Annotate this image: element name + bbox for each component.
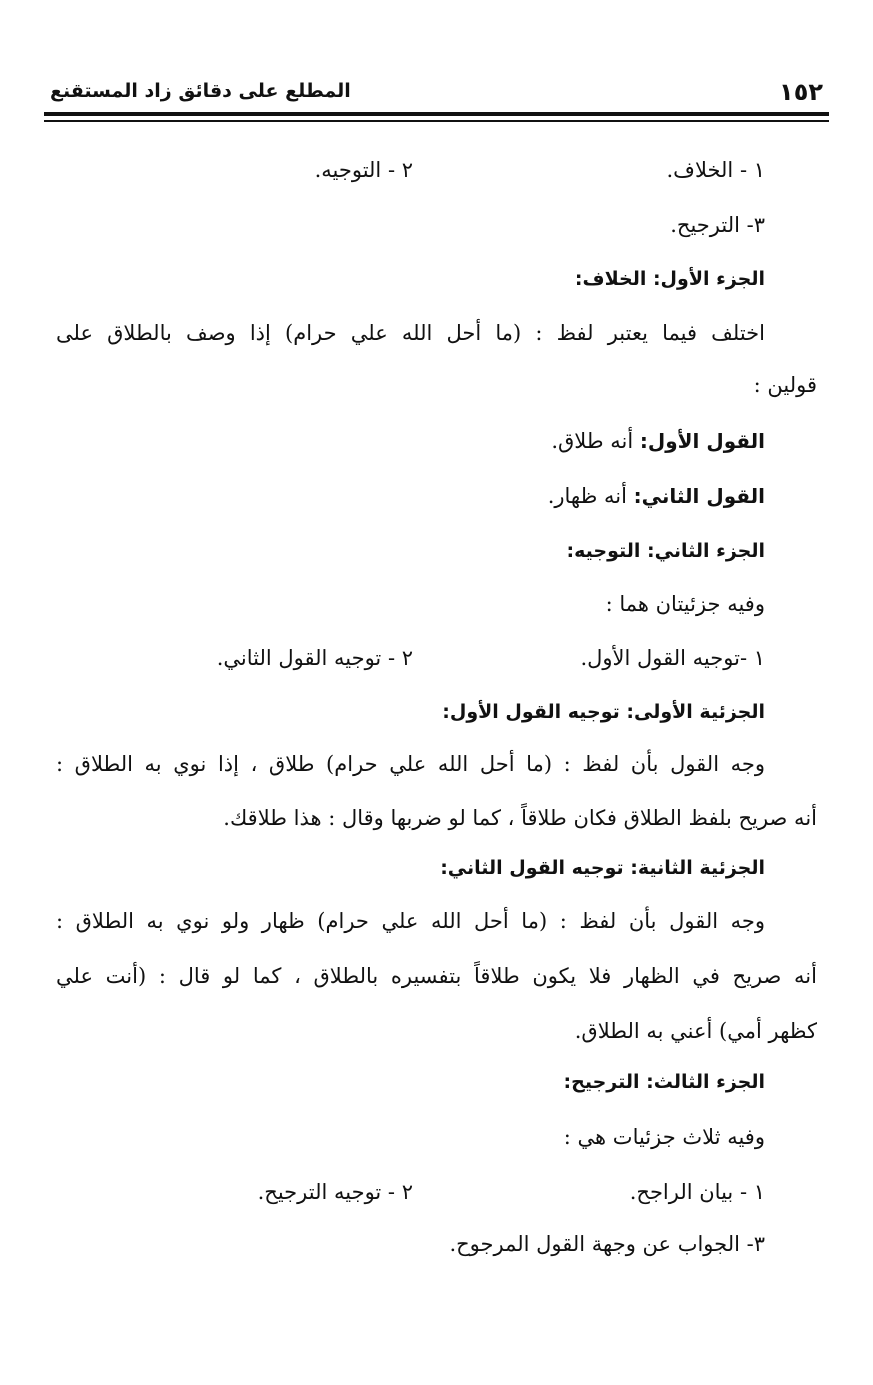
opinion1-text: أنه طلاق. [551, 429, 640, 453]
sub2-heading: الجزئية الثانية: توجيه القول الثاني: [440, 857, 765, 879]
list2-item1: ١ -توجيه القول الأول. [580, 646, 765, 670]
opinion2-label: القول الثاني: [633, 484, 765, 508]
part1-heading: الجزء الأول: الخلاف: [574, 268, 765, 290]
para1-line1: اختلف فيما يعتبر لفظ : (ما أحل الله علي حرام) إذا وصف بالطلاق على [56, 321, 765, 345]
part3-intro: وفيه ثلاث جزئيات هي : [563, 1125, 765, 1149]
running-title: المطلع على دقائق زاد المستقنع [50, 80, 351, 102]
sub1-line1: وجه القول بأن لفظ : (ما أحل الله علي حرام) طلاق ، إذا نوي به الطلاق : [56, 752, 765, 776]
sub1-heading: الجزئية الأولى: توجيه القول الأول: [442, 701, 765, 723]
list1-item1: ١ - الخلاف. [666, 158, 765, 182]
list1-item3: ٣- الترجيح. [670, 213, 765, 237]
header-rule-thick [44, 112, 829, 116]
part3-heading: الجزء الثالث: الترجيح: [563, 1071, 765, 1093]
list3-item3: ٣- الجواب عن وجهة القول المرجوح. [449, 1232, 765, 1256]
sub2-line3: كظهر أمي) أعني به الطلاق. [574, 1019, 817, 1043]
list3-item2: ٢ - توجيه الترجيح. [257, 1180, 413, 1204]
page-number: ١٥٢ [779, 78, 823, 106]
header-rule-thin [44, 120, 829, 122]
list2-item2: ٢ - توجيه القول الثاني. [216, 646, 413, 670]
opinion2 [56, 481, 765, 511]
part2-heading: الجزء الثاني: التوجيه: [566, 540, 765, 562]
para1-line2: قولين : [753, 373, 817, 397]
part2-intro: وفيه جزئيتان هما : [605, 592, 765, 616]
page-header [44, 72, 829, 112]
sub2-line2: أنه صريح في الظهار فلا يكون طلاقاً بتفسيره بالطلاق ، كما لو قال : (أنت علي [56, 964, 817, 988]
opinion1-label: القول الأول: [639, 429, 765, 453]
opinion1 [56, 426, 765, 456]
opinion2-text: أنه ظهار. [547, 484, 634, 508]
list3-item1: ١ - بيان الراجح. [629, 1180, 765, 1204]
sub2-line1: وجه القول بأن لفظ : (ما أحل الله علي حرام) ظهار ولو نوي به الطلاق : [56, 909, 765, 933]
list1-item2: ٢ - التوجيه. [314, 158, 413, 182]
sub1-line2: أنه صريح بلفظ الطلاق فكان طلاقاً ، كما لو ضربها وقال : هذا طلاقك. [223, 806, 817, 830]
